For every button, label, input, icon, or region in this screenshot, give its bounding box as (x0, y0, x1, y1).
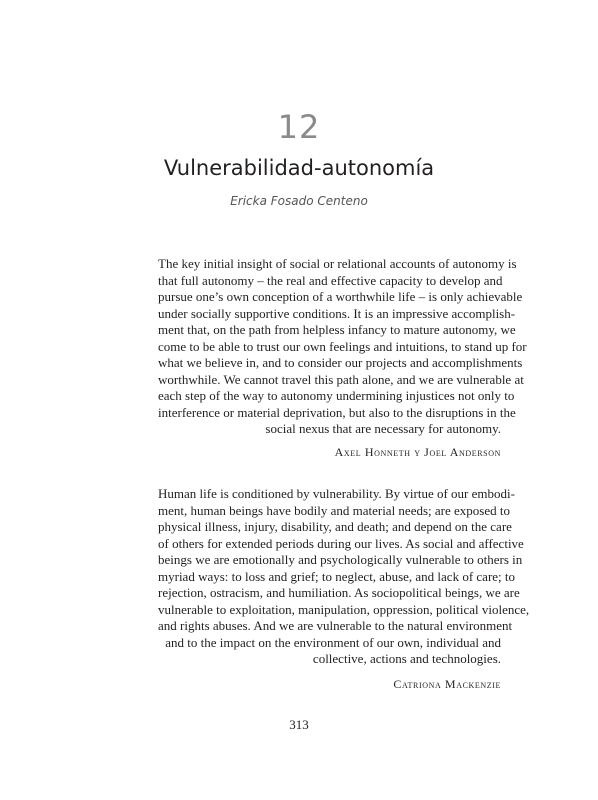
epigraph-line: physical illness, injury, disability, and death; and depend on the care (158, 519, 512, 534)
epigraph-line: Human life is conditioned by vulnerability. By virtue of our embodi- (158, 486, 515, 501)
epigraph-1 (158, 256, 527, 438)
epigraph-line: worthwhile. We cannot travel this path alone, and we are vulnerable at (158, 371, 524, 387)
epigraph-2-attribution: Catriona Mackenzie (393, 677, 501, 691)
epigraph-line: The key initial insight of social or relational accounts of autonomy is (158, 256, 517, 271)
epigraph-line: rejection, ostracism, and humiliation. As sociopolitical beings, we are (158, 585, 520, 600)
epigraph-line: myriad ways: to loss and grief; to neglect, abuse, and lack of care; to (158, 568, 516, 584)
epigraph-line: what we believe in, and to consider our projects and accomplishments (158, 355, 523, 370)
epigraph-line: and rights abuses. And we are vulnerable to the natural environment (158, 618, 513, 633)
epigraph-line: that full autonomy – the real and effective capacity to develop and (158, 272, 503, 288)
epigraph-line: interference or material deprivation, but also to the disruptions in the (158, 404, 516, 420)
epigraph-line: ment that, on the path from helpless infancy to mature autonomy, we (158, 322, 516, 337)
page-number: 313 (289, 717, 309, 732)
chapter-number: 12 (277, 108, 321, 146)
chapter-title: Vulnerabilidad-autonomía (163, 156, 435, 180)
epigraph-line: ment, human beings have bodily and material needs; are exposed to (158, 502, 510, 518)
chapter-author: Ericka Fosado Centeno (230, 194, 368, 208)
epigraph-line: collective, actions and technologies. (312, 651, 501, 666)
epigraph-line: each step of the way to autonomy undermining injustices not only to (158, 388, 515, 403)
epigraph-line: under socially supportive conditions. It is an impressive accomplish- (158, 305, 516, 321)
epigraph-line: and to the impact on the environment of our own, individual and (165, 634, 501, 650)
epigraph-line: vulnerable to exploitation, manipulation, oppression, political violence, (158, 601, 530, 617)
epigraph-line: of others for extended periods during our lives. As social and affective (158, 535, 524, 551)
epigraph-2 (158, 486, 530, 668)
epigraph-line: social nexus that are necessary for autonomy. (265, 421, 501, 436)
epigraph-line: pursue one’s own conception of a worthwhile life – is only achievable (158, 289, 523, 304)
epigraph-line: beings we are emotionally and psychologically vulnerable to others in (158, 552, 523, 567)
epigraph-line: come to be able to trust our own feelings and intuitions, to stand up for (158, 338, 527, 354)
epigraph-1-attribution: Axel Honneth y Joel Anderson (334, 445, 501, 459)
